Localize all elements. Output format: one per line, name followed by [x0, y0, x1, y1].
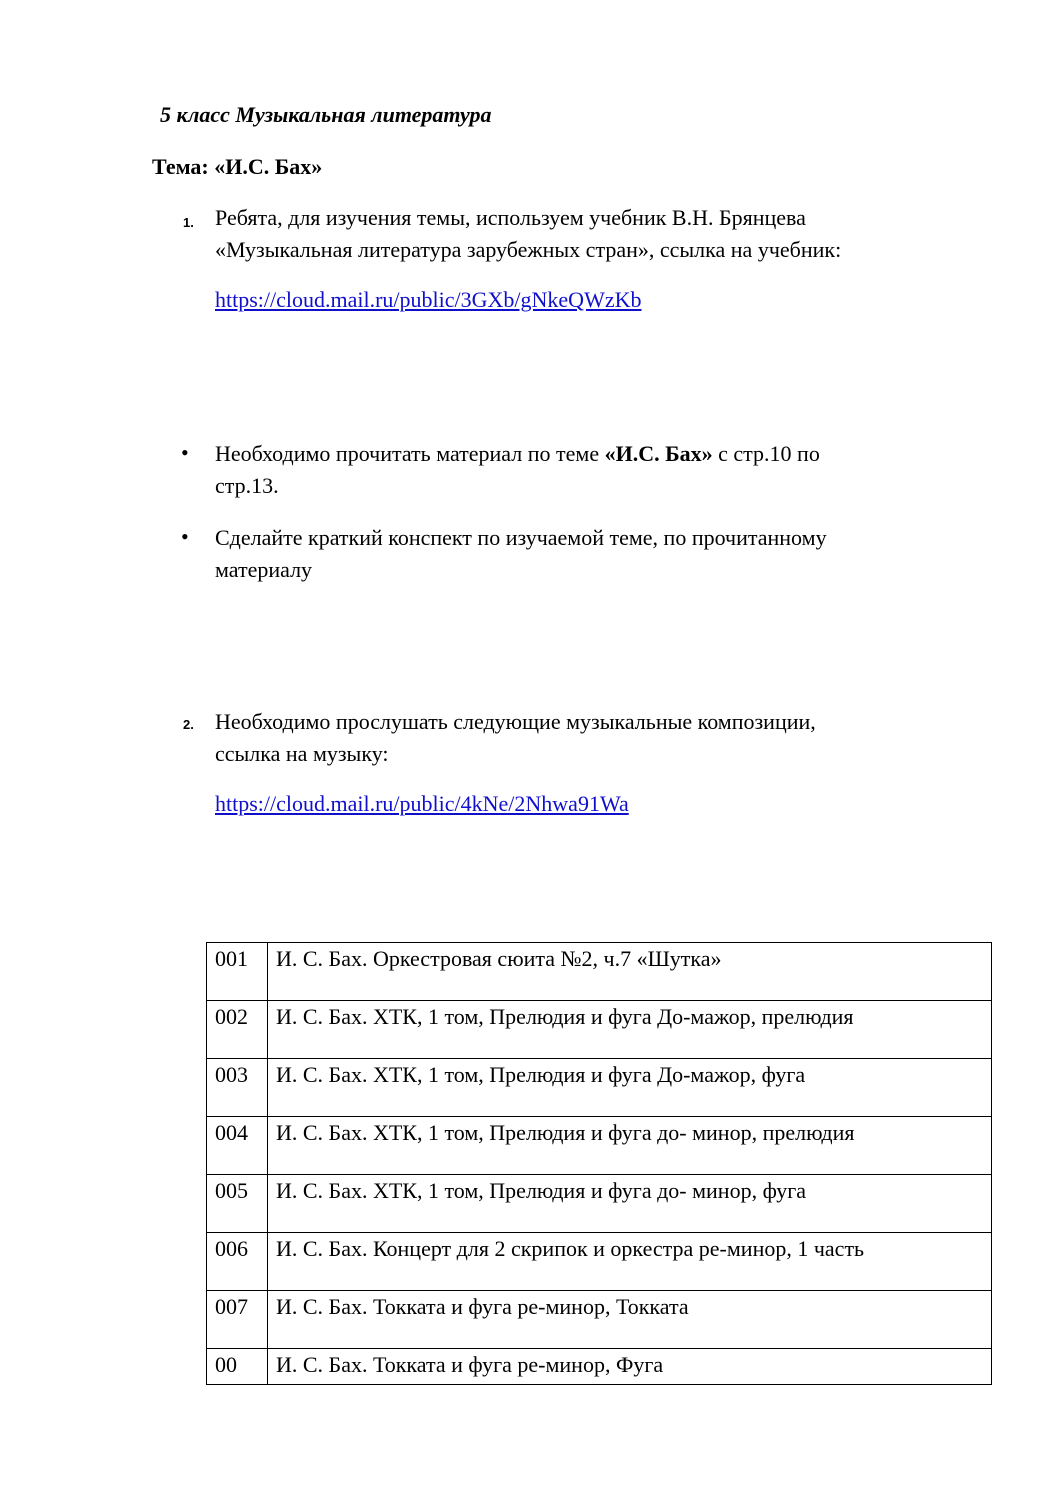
track-title: И. С. Бах. Токката и фуга ре-минор, Токката: [268, 1291, 992, 1349]
bullet-1-prefix: Необходимо прочитать материал по теме: [215, 441, 605, 466]
topic-heading: Тема: «И.С. Бах»: [152, 154, 323, 179]
bullet-1-bold: «И.С. Бах»: [604, 441, 713, 466]
track-title: И. С. Бах. Оркестровая сюита №2, ч.7 «Шутка»: [268, 943, 992, 1001]
document-title: 5 класс Музыкальная литература: [160, 102, 492, 127]
track-title: И. С. Бах. Концерт для 2 скрипок и оркестра ре-минор, 1 часть: [268, 1233, 992, 1291]
track-title: И. С. Бах. ХТК, 1 том, Прелюдия и фуга До-мажор, прелюдия: [268, 1001, 992, 1059]
track-number: 004: [215, 1120, 248, 1145]
step-2-line-1: Необходимо прослушать следующие музыкальные композиции,: [215, 709, 816, 734]
table-row: [207, 1117, 992, 1175]
step-1-line-1: Ребята, для изучения темы, используем учебник В.Н. Брянцева: [215, 205, 806, 230]
track-number: 001: [215, 946, 248, 971]
bullet-1-suffix: с стр.10 по: [712, 441, 820, 466]
track-number: 007: [215, 1294, 248, 1319]
step-2-text: [215, 706, 975, 770]
table-row: [207, 1291, 992, 1349]
textbook-link[interactable]: https://cloud.mail.ru/public/3GXb/gNkeQWzKb: [215, 287, 642, 312]
bullet-2-marker: •: [181, 524, 189, 549]
bullet-2-text: [215, 522, 975, 586]
track-title: И. С. Бах. ХТК, 1 том, Прелюдия и фуга до- минор, прелюдия: [268, 1117, 992, 1175]
table-row: [207, 1175, 992, 1233]
track-number: 002: [215, 1004, 248, 1029]
table-row: [207, 1233, 992, 1291]
step-1-number: 1.: [183, 215, 194, 230]
music-link[interactable]: https://cloud.mail.ru/public/4kNe/2Nhwa91Wa: [215, 791, 629, 816]
bullet-2-line-2: материалу: [215, 557, 313, 582]
track-title: И. С. Бах. ХТК, 1 том, Прелюдия и фуга до- минор, фуга: [268, 1175, 992, 1233]
step-2-number: 2.: [183, 717, 194, 732]
track-number: 005: [215, 1178, 248, 1203]
step-2-line-2: ссылка на музыку:: [215, 741, 389, 766]
bullet-1-text: [215, 438, 975, 502]
bullet-1-line-2: стр.13.: [215, 473, 279, 498]
step-1-text: [215, 202, 975, 266]
table-row: [207, 1001, 992, 1059]
track-title: И. С. Бах. Токката и фуга ре-минор, Фуга: [268, 1349, 992, 1385]
bullet-2-line-1: Сделайте краткий конспект по изучаемой теме, по прочитанному: [215, 525, 827, 550]
tracks-table: [206, 942, 992, 1385]
track-number: 006: [215, 1236, 248, 1261]
table-row: [207, 943, 992, 1001]
step-1-line-2: «Музыкальная литература зарубежных стран», ссылка на учебник:: [215, 237, 842, 262]
track-number: 00: [215, 1352, 237, 1377]
track-number: 003: [215, 1062, 248, 1087]
track-title: И. С. Бах. ХТК, 1 том, Прелюдия и фуга До-мажор, фуга: [268, 1059, 992, 1117]
table-row: [207, 1349, 992, 1385]
table-row: [207, 1059, 992, 1117]
bullet-1-marker: •: [181, 440, 189, 465]
